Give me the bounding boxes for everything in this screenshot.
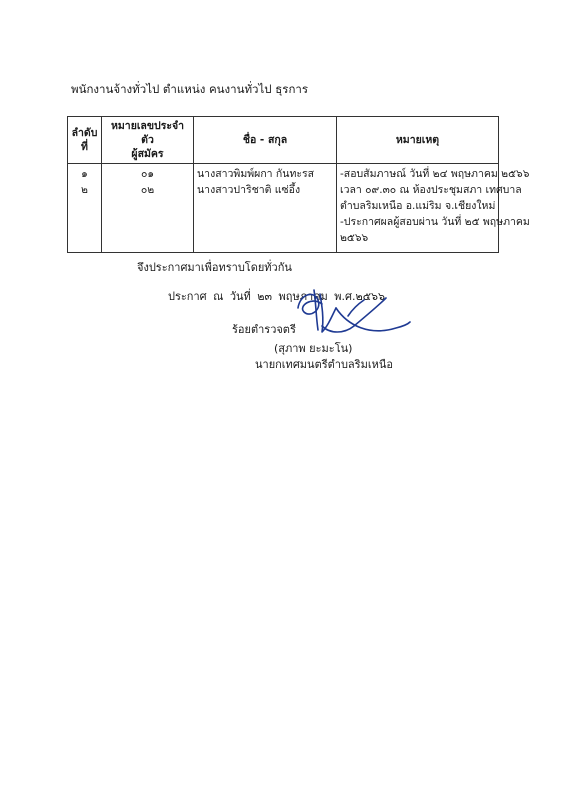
remarks-line: ๒๕๖๖ <box>340 232 369 244</box>
applicant-table <box>67 116 530 253</box>
header-order <box>68 117 102 164</box>
remarks-cell <box>337 164 530 253</box>
full-name-value: นางสาวพิมพ์ผกา กันทะรส <box>197 168 315 180</box>
signer-rank: ร้อยตำรวจตรี <box>232 323 296 336</box>
order-cell <box>68 164 102 253</box>
full-name-cell <box>194 164 337 253</box>
table-row <box>68 164 499 253</box>
header-applicant-id-line1: หมายเลขประจำตัว <box>110 120 185 146</box>
header-order-line2: ที่ <box>81 141 88 153</box>
remarks-line: -สอบสัมภาษณ์ วันที่ ๒๔ พฤษภาคม ๒๕๖๖ <box>340 168 530 180</box>
applicant-id-value: ๐๒ <box>140 184 155 196</box>
applicant-id-value: ๐๑ <box>140 168 155 180</box>
announcement-text: จึงประกาศมาเพื่อทราบโดยทั่วกัน <box>137 261 292 274</box>
signer-position: นายกเทศมนตรีตำบลริมเหนือ <box>255 358 393 371</box>
header-applicant-id-line2: ผู้สมัคร <box>131 148 164 160</box>
applicant-id-cell <box>102 164 194 253</box>
handwritten-signature <box>292 286 422 346</box>
signer-name: (สุภาพ ยะมะโน) <box>274 342 353 355</box>
remarks-line: -ประกาศผลผู้สอบผ่าน วันที่ ๒๕ พฤษภาคม <box>340 216 530 228</box>
header-full-name: ชื่อ - สกุล <box>194 117 337 164</box>
remarks-line: ตำบลริมเหนือ อ.แม่ริม จ.เชียงใหม่ <box>340 200 496 212</box>
header-order-line1: ลำดับ <box>71 127 98 139</box>
full-name-value: นางสาวปาริชาติ แซ่อึ้ง <box>197 184 301 196</box>
order-value: ๑ <box>81 168 88 180</box>
order-value: ๒ <box>81 184 88 196</box>
section-heading: พนักงานจ้างทั่วไป ตำแหน่ง คนงานทั่วไป ธุรการ <box>71 82 309 96</box>
header-remarks: หมายเหตุ <box>337 117 499 164</box>
remarks-line: เวลา ๐๙.๓๐ ณ ห้องประชุมสภา เทศบาล <box>340 184 522 196</box>
table-header-row <box>68 117 499 164</box>
announcement-date: ประกาศ ณ วันที่ ๒๓ พฤษภาคม พ.ศ.๒๕๖๖ <box>168 290 385 303</box>
header-applicant-id <box>102 117 194 164</box>
